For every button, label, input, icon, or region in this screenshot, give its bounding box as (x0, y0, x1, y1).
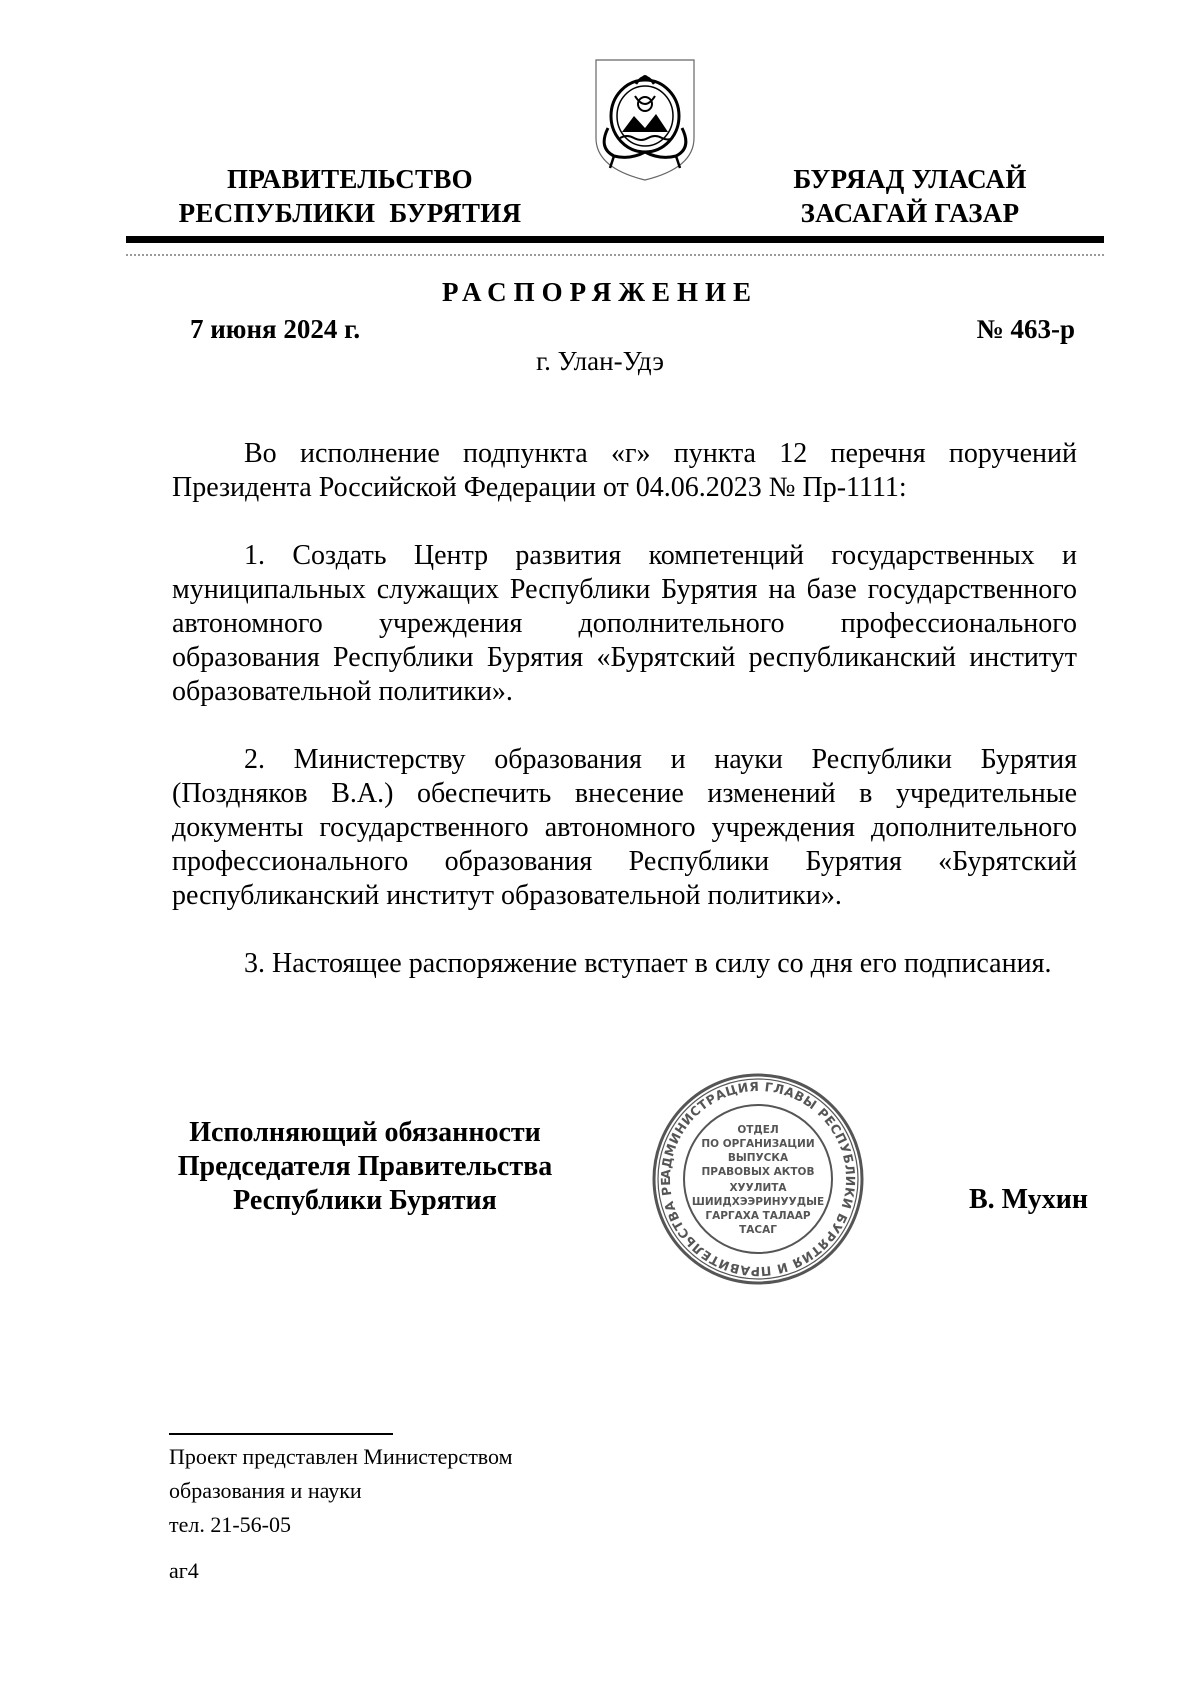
issuer-line: ПРАВИТЕЛЬСТВО (227, 164, 473, 194)
official-seal (648, 1069, 868, 1289)
seal-inner-line: ПРАВОВЫХ АКТОВ (701, 1166, 815, 1178)
signatory-name: В. Мухин (969, 1184, 1088, 1215)
footer-divider (169, 1433, 393, 1435)
document-city: г. Улан-Удэ (536, 346, 664, 376)
footer-note-line: Проект представлен Министерством (169, 1444, 513, 1469)
seal-inner-line: ВЫПУСКА (727, 1152, 789, 1164)
seal-ring-text: АДМИНИСТРАЦИЯ ГЛАВЫ РЕСПУБЛИКИ БУРЯТИЯ И ПРАВИТЕЛЬСТВА РЕ (657, 1078, 859, 1280)
document-date: 7 июня 2024 г. (190, 314, 361, 344)
seal-inner-line: ТАСАГ (739, 1224, 777, 1236)
footer-note (169, 1440, 513, 1542)
issuer-line: РЕСПУБЛИКИ БУРЯТИЯ (178, 198, 522, 228)
seal-inner-line: ШИИДХЭЭРИНУУДЫЕ (691, 1196, 825, 1208)
footer-note-line: тел. 21-56-05 (169, 1512, 292, 1537)
seal-inner-line: ПО ОРГАНИЗАЦИИ (701, 1138, 815, 1150)
preamble-paragraph: Во исполнение подпункта «г» пункта 12 перечня поручений Президента Российской Федерации от 04.06.2023 № Пр-1111: (172, 438, 1077, 503)
clause-paragraph: 3. Настоящее распоряжение вступает в силу со дня его подписания. (244, 948, 1052, 979)
issuer-line: БУРЯАД УЛАСАЙ (793, 164, 1027, 194)
signatory-position-line: Председателя Правительства (177, 1151, 553, 1182)
seal-inner-line: ХУУЛИТА (729, 1182, 787, 1194)
signatory-position-line: Республики Бурятия (233, 1185, 497, 1216)
issuer-name-buryat (760, 162, 1060, 230)
header-divider (126, 236, 1104, 243)
footer-code: аг4 (169, 1558, 199, 1583)
document-body (172, 437, 1077, 1015)
seal-inner-line: ОТДЕЛ (737, 1124, 779, 1136)
header-dotted-divider (126, 254, 1104, 256)
signatory-position (160, 1116, 570, 1218)
clause-paragraph: 2. Министерству образования и науки Республики Бурятия (Поздняков В.А.) обеспечить внесение изменений в учредительные документы государственного автономного учреждения дополнительного профессионального образования Республики Бурятия «Бурятский республиканский институт образовательной политики». (172, 744, 1077, 911)
signatory-position-line: Исполняющий обязанности (189, 1117, 541, 1148)
issuer-line: ЗАСАГАЙ ГАЗАР (800, 198, 1020, 228)
coat-of-arms-icon (590, 56, 700, 184)
issuer-name-russian (160, 162, 540, 230)
seal-inner-line: ГАРГАХА ТАЛААР (705, 1210, 811, 1222)
document-number: № 463-р (976, 314, 1075, 344)
clause-paragraph: 1. Создать Центр развития компетенций государственных и муниципальных служащих Республики Бурятия на базе государственного автономного учреждения дополнительного профессионального образования Республики Бурятия «Бурятский республиканский институт образовательной политики». (172, 540, 1077, 707)
footer-note-line: образования и науки (169, 1478, 362, 1503)
document-type-title: РАСПОРЯЖЕНИЕ (441, 277, 759, 307)
